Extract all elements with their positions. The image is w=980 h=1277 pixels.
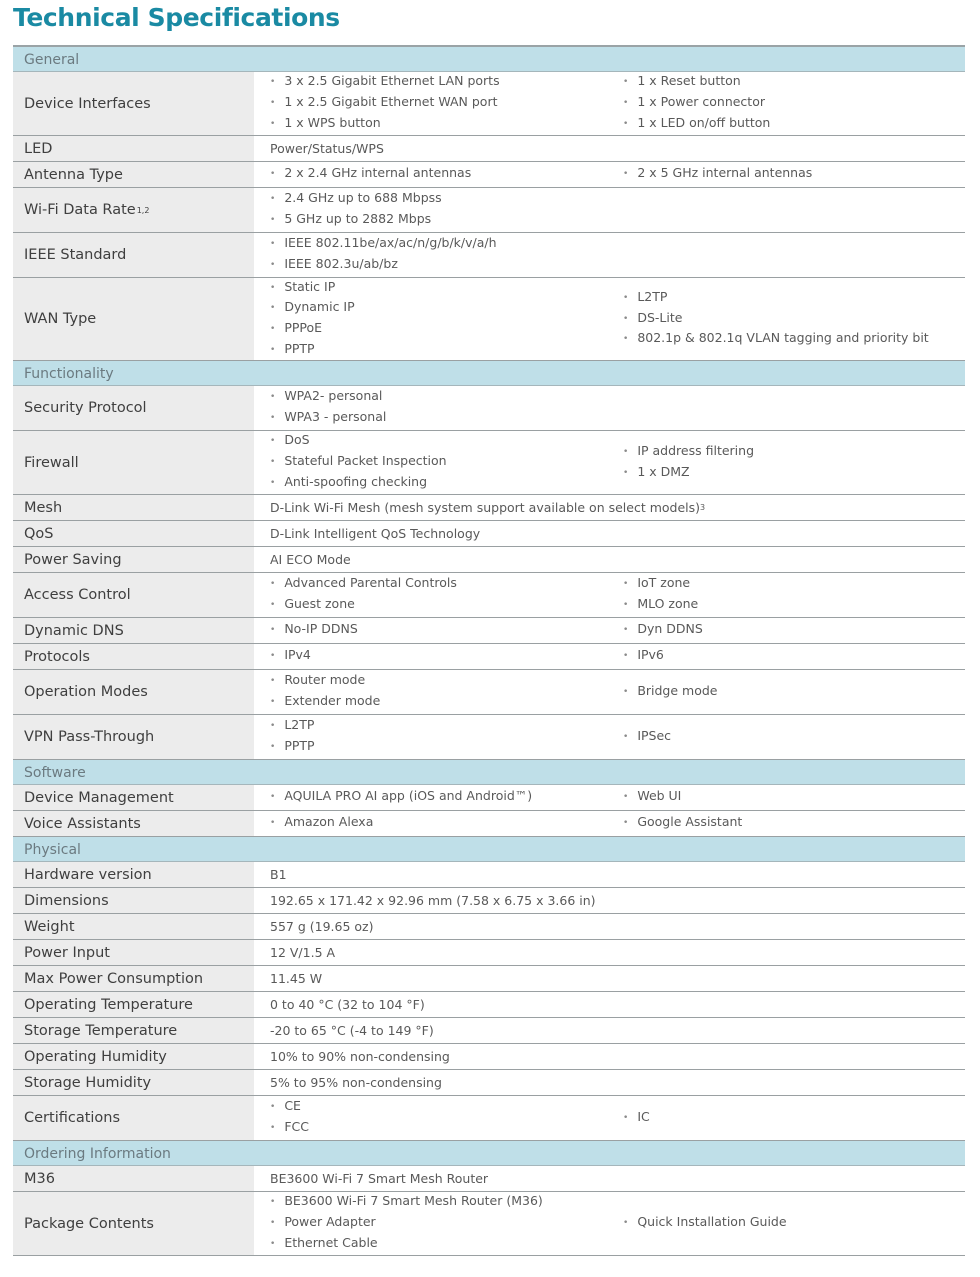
spec-list-item: • CE bbox=[270, 1097, 607, 1118]
spec-label-text: Access Control bbox=[24, 587, 131, 603]
spec-label-text: Operating Temperature bbox=[24, 996, 193, 1013]
spec-list-item: • Router mode bbox=[270, 671, 607, 692]
spec-column-2 bbox=[607, 72, 965, 135]
spec-row bbox=[13, 888, 965, 914]
spec-values bbox=[254, 914, 965, 939]
spec-list-item: • FCC bbox=[270, 1118, 607, 1139]
spec-list-item: • Extender mode bbox=[270, 692, 607, 713]
spec-label-text: Hardware version bbox=[24, 866, 152, 883]
spec-label bbox=[13, 811, 254, 836]
spec-column-1 bbox=[254, 162, 607, 187]
spec-column-1 bbox=[254, 188, 607, 232]
spec-list-item: • Guest zone bbox=[270, 595, 607, 616]
spec-value bbox=[254, 888, 596, 913]
spec-row bbox=[13, 188, 965, 233]
page-title: Technical Specifications bbox=[13, 3, 340, 32]
spec-label-text: WAN Type bbox=[24, 311, 97, 327]
spec-label-text: IEEE Standard bbox=[24, 247, 127, 263]
spec-values bbox=[254, 862, 965, 887]
spec-values bbox=[254, 386, 965, 430]
spec-value-text: 12 V/1.5 A bbox=[270, 945, 336, 960]
spec-value bbox=[254, 1070, 442, 1095]
spec-label bbox=[13, 495, 254, 520]
spec-values bbox=[254, 811, 965, 836]
spec-column-2 bbox=[607, 618, 965, 643]
spec-list-item: • 1 x Power connector bbox=[623, 93, 965, 114]
spec-label-text: M36 bbox=[24, 1170, 55, 1187]
spec-label-text: Certifications bbox=[24, 1110, 121, 1126]
spec-label-text: Dimensions bbox=[24, 892, 109, 909]
spec-list-item: • IC bbox=[623, 1108, 965, 1129]
spec-label bbox=[13, 1192, 254, 1255]
spec-values bbox=[254, 547, 965, 572]
spec-list-item: • AQUILA PRO AI app (iOS and Android™) bbox=[270, 787, 607, 808]
spec-list-item: • Amazon Alexa bbox=[270, 813, 607, 834]
spec-row bbox=[13, 992, 965, 1018]
spec-row bbox=[13, 136, 965, 162]
spec-list-item: • WPA3 - personal bbox=[270, 408, 607, 429]
spec-label-text: Firewall bbox=[24, 454, 79, 471]
section-header: Physical bbox=[13, 837, 965, 862]
spec-value-text: 557 g (19.65 oz) bbox=[270, 919, 374, 934]
spec-list-item: • Ethernet Cable bbox=[270, 1234, 607, 1255]
spec-row bbox=[13, 1070, 965, 1096]
spec-column-1 bbox=[254, 72, 607, 135]
spec-column-2 bbox=[607, 162, 965, 187]
spec-column-2 bbox=[607, 644, 965, 669]
spec-list-item: • Bridge mode bbox=[623, 682, 965, 703]
spec-list-item: • 5 GHz up to 2882 Mbps bbox=[270, 210, 607, 231]
spec-row bbox=[13, 670, 965, 715]
spec-label bbox=[13, 386, 254, 430]
spec-label-text: Weight bbox=[24, 918, 75, 935]
section-header: Software bbox=[13, 760, 965, 785]
spec-label-text: Max Power Consumption bbox=[24, 970, 204, 987]
spec-value-text: -20 to 65 °C (-4 to 149 °F) bbox=[270, 1023, 434, 1038]
spec-label bbox=[13, 72, 254, 135]
spec-table bbox=[13, 45, 965, 1256]
spec-label bbox=[13, 431, 254, 494]
spec-label bbox=[13, 914, 254, 939]
spec-row bbox=[13, 521, 965, 547]
spec-value bbox=[254, 1166, 488, 1191]
spec-column-2 bbox=[607, 386, 965, 430]
spec-label-text: VPN Pass-Through bbox=[24, 729, 155, 745]
spec-label-text: Storage Temperature bbox=[24, 1022, 178, 1039]
spec-row bbox=[13, 966, 965, 992]
section-header: General bbox=[13, 47, 965, 72]
spec-value bbox=[254, 862, 287, 887]
spec-label bbox=[13, 136, 254, 161]
spec-values bbox=[254, 72, 965, 135]
spec-row bbox=[13, 715, 965, 760]
spec-value-text: 5% to 95% non-condensing bbox=[270, 1075, 442, 1090]
spec-row bbox=[13, 1018, 965, 1044]
spec-label-text: Operating Humidity bbox=[24, 1048, 167, 1065]
spec-column-1 bbox=[254, 431, 607, 494]
spec-values bbox=[254, 1166, 965, 1191]
spec-list-item: • IEEE 802.11be/ax/ac/n/g/b/k/v/a/h bbox=[270, 234, 607, 255]
spec-value-text: D-Link Intelligent QoS Technology bbox=[270, 526, 481, 541]
spec-row bbox=[13, 573, 965, 618]
spec-values bbox=[254, 1018, 965, 1043]
spec-label bbox=[13, 1166, 254, 1191]
spec-column-1 bbox=[254, 785, 607, 810]
spec-values bbox=[254, 573, 965, 617]
spec-column-2 bbox=[607, 573, 965, 617]
spec-list-item: • 1 x DMZ bbox=[623, 463, 965, 484]
spec-list-item: • Quick Installation Guide bbox=[623, 1213, 965, 1234]
spec-list-item: • Anti-spoofing checking bbox=[270, 473, 607, 494]
spec-row bbox=[13, 431, 965, 495]
spec-row bbox=[13, 386, 965, 431]
spec-values bbox=[254, 618, 965, 643]
spec-list-item: • IPv6 bbox=[623, 646, 965, 667]
spec-label-text: Voice Assistants bbox=[24, 815, 141, 832]
spec-list-item: • 2.4 GHz up to 688 Mbpss bbox=[270, 189, 607, 210]
spec-row bbox=[13, 233, 965, 278]
spec-values bbox=[254, 644, 965, 669]
spec-values bbox=[254, 521, 965, 546]
spec-list-item: • MLO zone bbox=[623, 595, 965, 616]
spec-row bbox=[13, 162, 965, 188]
spec-list-item: • BE3600 Wi-Fi 7 Smart Mesh Router (M36) bbox=[270, 1192, 607, 1213]
spec-value-text: 10% to 90% non-condensing bbox=[270, 1049, 450, 1064]
spec-row bbox=[13, 495, 965, 521]
spec-list-item: • IP address filtering bbox=[623, 442, 965, 463]
spec-value-text: 0 to 40 °C (32 to 104 °F) bbox=[270, 997, 425, 1012]
spec-row bbox=[13, 72, 965, 136]
spec-value bbox=[254, 521, 480, 546]
spec-values bbox=[254, 188, 965, 232]
spec-values bbox=[254, 1096, 965, 1140]
spec-label bbox=[13, 618, 254, 643]
spec-list-item: • WPA2- personal bbox=[270, 387, 607, 408]
spec-list-item: • IoT zone bbox=[623, 574, 965, 595]
spec-value bbox=[254, 1018, 434, 1043]
spec-values bbox=[254, 940, 965, 965]
spec-label bbox=[13, 1070, 254, 1095]
spec-label bbox=[13, 521, 254, 546]
spec-column-1 bbox=[254, 386, 607, 430]
spec-list-item: • Static IP bbox=[270, 278, 607, 299]
spec-row bbox=[13, 1096, 965, 1141]
spec-list-item: • Power Adapter bbox=[270, 1213, 607, 1234]
spec-column-2 bbox=[607, 785, 965, 810]
spec-list-item: • 1 x LED on/off button bbox=[623, 114, 965, 135]
spec-label bbox=[13, 1018, 254, 1043]
spec-value bbox=[254, 547, 351, 572]
spec-row bbox=[13, 1166, 965, 1192]
spec-value bbox=[254, 495, 705, 520]
spec-label-text: LED bbox=[24, 140, 53, 157]
spec-list-item: • Dyn DDNS bbox=[623, 620, 965, 641]
spec-column-2 bbox=[607, 1192, 965, 1255]
spec-value-text: 192.65 x 171.42 x 92.96 mm (7.58 x 6.75 x 3.66 in) bbox=[270, 893, 596, 908]
spec-column-2 bbox=[607, 1096, 965, 1140]
spec-label-text: Storage Humidity bbox=[24, 1074, 152, 1091]
spec-label-text: QoS bbox=[24, 525, 54, 542]
spec-label-text: Security Protocol bbox=[24, 400, 147, 416]
spec-row bbox=[13, 547, 965, 573]
spec-label-text: Antenna Type bbox=[24, 166, 123, 183]
spec-list-item: • No-IP DDNS bbox=[270, 620, 607, 641]
spec-values bbox=[254, 785, 965, 810]
spec-values bbox=[254, 136, 965, 161]
section-header: Functionality bbox=[13, 361, 965, 386]
spec-column-1 bbox=[254, 1192, 607, 1255]
spec-list-item: • 3 x 2.5 Gigabit Ethernet LAN ports bbox=[270, 72, 607, 93]
spec-label bbox=[13, 966, 254, 991]
spec-column-2 bbox=[607, 670, 965, 714]
spec-column-1 bbox=[254, 618, 607, 643]
spec-values bbox=[254, 715, 965, 759]
spec-values bbox=[254, 495, 965, 520]
spec-row bbox=[13, 862, 965, 888]
spec-column-1 bbox=[254, 233, 607, 277]
spec-label bbox=[13, 785, 254, 810]
spec-label bbox=[13, 992, 254, 1017]
spec-list-item: • PPTP bbox=[270, 340, 607, 361]
spec-label-text: Device Interfaces bbox=[24, 95, 151, 112]
spec-values bbox=[254, 992, 965, 1017]
spec-value bbox=[254, 136, 384, 161]
spec-row bbox=[13, 1192, 965, 1256]
spec-label bbox=[13, 715, 254, 759]
spec-column-1 bbox=[254, 1096, 607, 1140]
spec-value-text: Power/Status/WPS bbox=[270, 141, 384, 156]
spec-label-text: Package Contents bbox=[24, 1215, 154, 1232]
spec-value-text: AI ECO Mode bbox=[270, 552, 351, 567]
spec-values bbox=[254, 278, 965, 360]
spec-values bbox=[254, 162, 965, 187]
spec-row bbox=[13, 785, 965, 811]
spec-list-item: • 802.1p & 802.1q VLAN tagging and priority bit bbox=[623, 329, 965, 350]
spec-values bbox=[254, 431, 965, 494]
spec-column-2 bbox=[607, 431, 965, 494]
spec-row bbox=[13, 914, 965, 940]
spec-column-2 bbox=[607, 811, 965, 836]
spec-value bbox=[254, 966, 322, 991]
spec-row bbox=[13, 618, 965, 644]
spec-column-2 bbox=[607, 278, 965, 360]
spec-label bbox=[13, 547, 254, 572]
spec-value-text: 11.45 W bbox=[270, 971, 323, 986]
spec-list-item: • Web UI bbox=[623, 787, 965, 808]
spec-column-1 bbox=[254, 278, 607, 360]
spec-list-item: • Dynamic IP bbox=[270, 298, 607, 319]
spec-label bbox=[13, 233, 254, 277]
spec-label-text: Dynamic DNS bbox=[24, 622, 124, 639]
spec-label bbox=[13, 162, 254, 187]
spec-list-item: • PPTP bbox=[270, 737, 607, 758]
spec-column-1 bbox=[254, 644, 607, 669]
spec-list-item: • PPPoE bbox=[270, 319, 607, 340]
spec-value-text: BE3600 Wi-Fi 7 Smart Mesh Router bbox=[270, 1171, 489, 1186]
spec-list-item: • L2TP bbox=[623, 288, 965, 309]
spec-value bbox=[254, 1044, 450, 1069]
spec-list-item: • IPSec bbox=[623, 727, 965, 748]
spec-values bbox=[254, 966, 965, 991]
spec-values bbox=[254, 1044, 965, 1069]
spec-label bbox=[13, 188, 254, 232]
spec-column-2 bbox=[607, 715, 965, 759]
spec-label bbox=[13, 1096, 254, 1140]
spec-label bbox=[13, 940, 254, 965]
spec-values bbox=[254, 1070, 965, 1095]
spec-row bbox=[13, 811, 965, 837]
spec-value bbox=[254, 940, 335, 965]
spec-list-item: • Advanced Parental Controls bbox=[270, 574, 607, 595]
spec-label bbox=[13, 670, 254, 714]
spec-list-item: • L2TP bbox=[270, 716, 607, 737]
spec-value bbox=[254, 914, 373, 939]
spec-value-text: B1 bbox=[270, 867, 287, 882]
spec-label-text: Mesh bbox=[24, 499, 63, 516]
spec-row bbox=[13, 644, 965, 670]
footnote-marker: 1,2 bbox=[136, 205, 150, 215]
spec-values bbox=[254, 233, 965, 277]
spec-label-text: Device Management bbox=[24, 789, 174, 806]
spec-column-1 bbox=[254, 811, 607, 836]
section-header: Ordering Information bbox=[13, 1141, 965, 1166]
spec-value bbox=[254, 992, 425, 1017]
spec-row bbox=[13, 278, 965, 361]
spec-values bbox=[254, 670, 965, 714]
spec-list-item: • 2 x 2.4 GHz internal antennas bbox=[270, 164, 607, 185]
spec-list-item: • DoS bbox=[270, 431, 607, 452]
spec-column-1 bbox=[254, 670, 607, 714]
spec-column-1 bbox=[254, 573, 607, 617]
spec-label bbox=[13, 888, 254, 913]
spec-label-text: Power Saving bbox=[24, 551, 122, 568]
spec-label-text: Wi-Fi Data Rate bbox=[24, 202, 136, 218]
spec-list-item: • IEEE 802.3u/ab/bz bbox=[270, 255, 607, 276]
spec-label bbox=[13, 1044, 254, 1069]
spec-list-item: • Stateful Packet Inspection bbox=[270, 452, 607, 473]
spec-column-2 bbox=[607, 188, 965, 232]
spec-list-item: • 1 x Reset button bbox=[623, 72, 965, 93]
spec-value-text: D-Link Wi-Fi Mesh (mesh system support available on select models) bbox=[270, 500, 701, 515]
spec-row bbox=[13, 1044, 965, 1070]
spec-list-item: • 2 x 5 GHz internal antennas bbox=[623, 164, 965, 185]
spec-list-item: • 1 x WPS button bbox=[270, 114, 607, 135]
spec-list-item: • Google Assistant bbox=[623, 813, 965, 834]
spec-row bbox=[13, 940, 965, 966]
spec-values bbox=[254, 1192, 965, 1255]
spec-column-1 bbox=[254, 715, 607, 759]
spec-values bbox=[254, 888, 965, 913]
spec-label bbox=[13, 644, 254, 669]
footnote-marker: 3 bbox=[700, 503, 706, 512]
spec-column-2 bbox=[607, 233, 965, 277]
spec-label bbox=[13, 573, 254, 617]
spec-label bbox=[13, 862, 254, 887]
spec-label-text: Protocols bbox=[24, 648, 90, 665]
spec-label-text: Operation Modes bbox=[24, 684, 148, 700]
spec-label bbox=[13, 278, 254, 360]
spec-list-item: • 1 x 2.5 Gigabit Ethernet WAN port bbox=[270, 93, 607, 114]
spec-list-item: • DS-Lite bbox=[623, 309, 965, 330]
spec-list-item: • IPv4 bbox=[270, 646, 607, 667]
spec-label-text: Power Input bbox=[24, 944, 110, 961]
